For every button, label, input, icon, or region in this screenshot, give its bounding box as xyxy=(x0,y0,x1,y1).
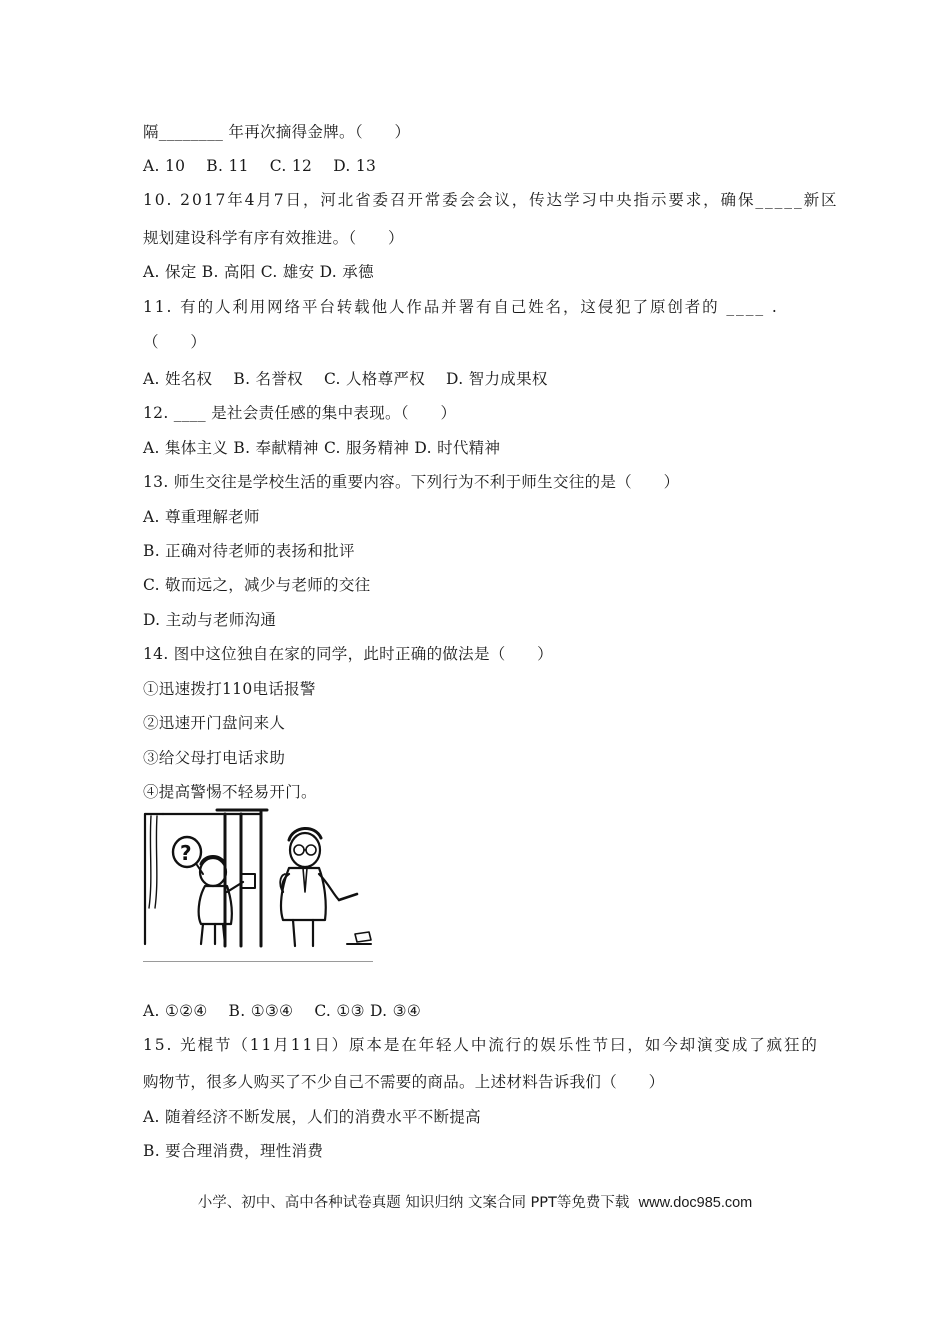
footer-text: 小学、初中、高中各种试卷真题 知识归纳 文案合同 PPT等免费下载 xyxy=(197,1195,630,1211)
q14-statement-3: ③给父母打电话求助 xyxy=(143,749,286,767)
q15-stem-line1: 15. 光棍节（11月11日）原本是在年轻人中流行的娱乐性节曰，如今却演变成了疯狂的 xyxy=(143,1036,819,1054)
q14-options: A. ①②④ B. ①③④ C. ①③ D. ③④ xyxy=(143,1002,422,1020)
q14-illustration xyxy=(143,808,373,958)
q9-options: A. 10 B. 11 C. 12 D. 13 xyxy=(143,157,377,175)
q12-options: A. 集体主义 B. 奉献精神 C. 服务精神 D. 时代精神 xyxy=(143,439,501,457)
q14-statement-1: ①迅速拨打110电话报警 xyxy=(143,680,316,698)
q12-stem: 12. ____ 是社会责任感的集中表现。（ ） xyxy=(143,404,457,422)
q15-stem-line2: 购物节，很多人购买了不少自己不需要的商品。上述材料告诉我们（ ） xyxy=(143,1073,665,1091)
q15-option-a: A. 随着经济不断发展，人们的消费水平不断提高 xyxy=(143,1108,481,1126)
q13-option-a: A. 尊重理解老师 xyxy=(143,508,260,526)
q14-statement-4: ④提高警惕不轻易开门。 xyxy=(143,783,317,801)
figure-underline xyxy=(143,961,373,962)
q14-statement-2: ②迅速开门盘问来人 xyxy=(143,714,286,732)
q13-option-c: C. 敬而远之，减少与老师的交往 xyxy=(143,576,371,594)
q11-options: A. 姓名权 B. 名誉权 C. 人格尊严权 D. 智力成果权 xyxy=(143,370,548,388)
q11-stem-line2: （ ） xyxy=(143,333,207,351)
q13-option-b: B. 正确对待老师的表扬和批评 xyxy=(143,542,355,560)
q9-stem-end: 隔________ 年再次摘得金牌。（ ） xyxy=(143,123,411,141)
q10-stem-line2: 规划建设科学有序有效推进。（ ） xyxy=(143,229,404,247)
q11-stem-line1: 11. 有的人利用网络平台转载他人作品并署有自己姓名，这侵犯了原创者的 ____ . xyxy=(143,298,779,316)
question-mark-label: ? xyxy=(180,841,192,865)
q10-options: A. 保定 B. 高阳 C. 雄安 D. 承德 xyxy=(143,263,374,281)
footer-link[interactable]: www.doc985.com xyxy=(638,1195,753,1211)
q15-option-b: B. 要合理消费，理性消费 xyxy=(143,1142,324,1160)
q14-stem: 14. 图中这位独自在家的同学，此时正确的做法是（ ） xyxy=(143,645,553,663)
q13-option-d: D. 主动与老师沟通 xyxy=(143,611,277,629)
q10-stem-line1: 10. 2017年4月7日，河北省委召开常委会会议，传达学习中央指示要求，确保_____新区 xyxy=(143,191,839,209)
q13-stem: 13. 师生交往是学校生活的重要内容。下列行为不利于师生交往的是（ ） xyxy=(143,473,680,491)
page-footer xyxy=(0,1191,950,1212)
